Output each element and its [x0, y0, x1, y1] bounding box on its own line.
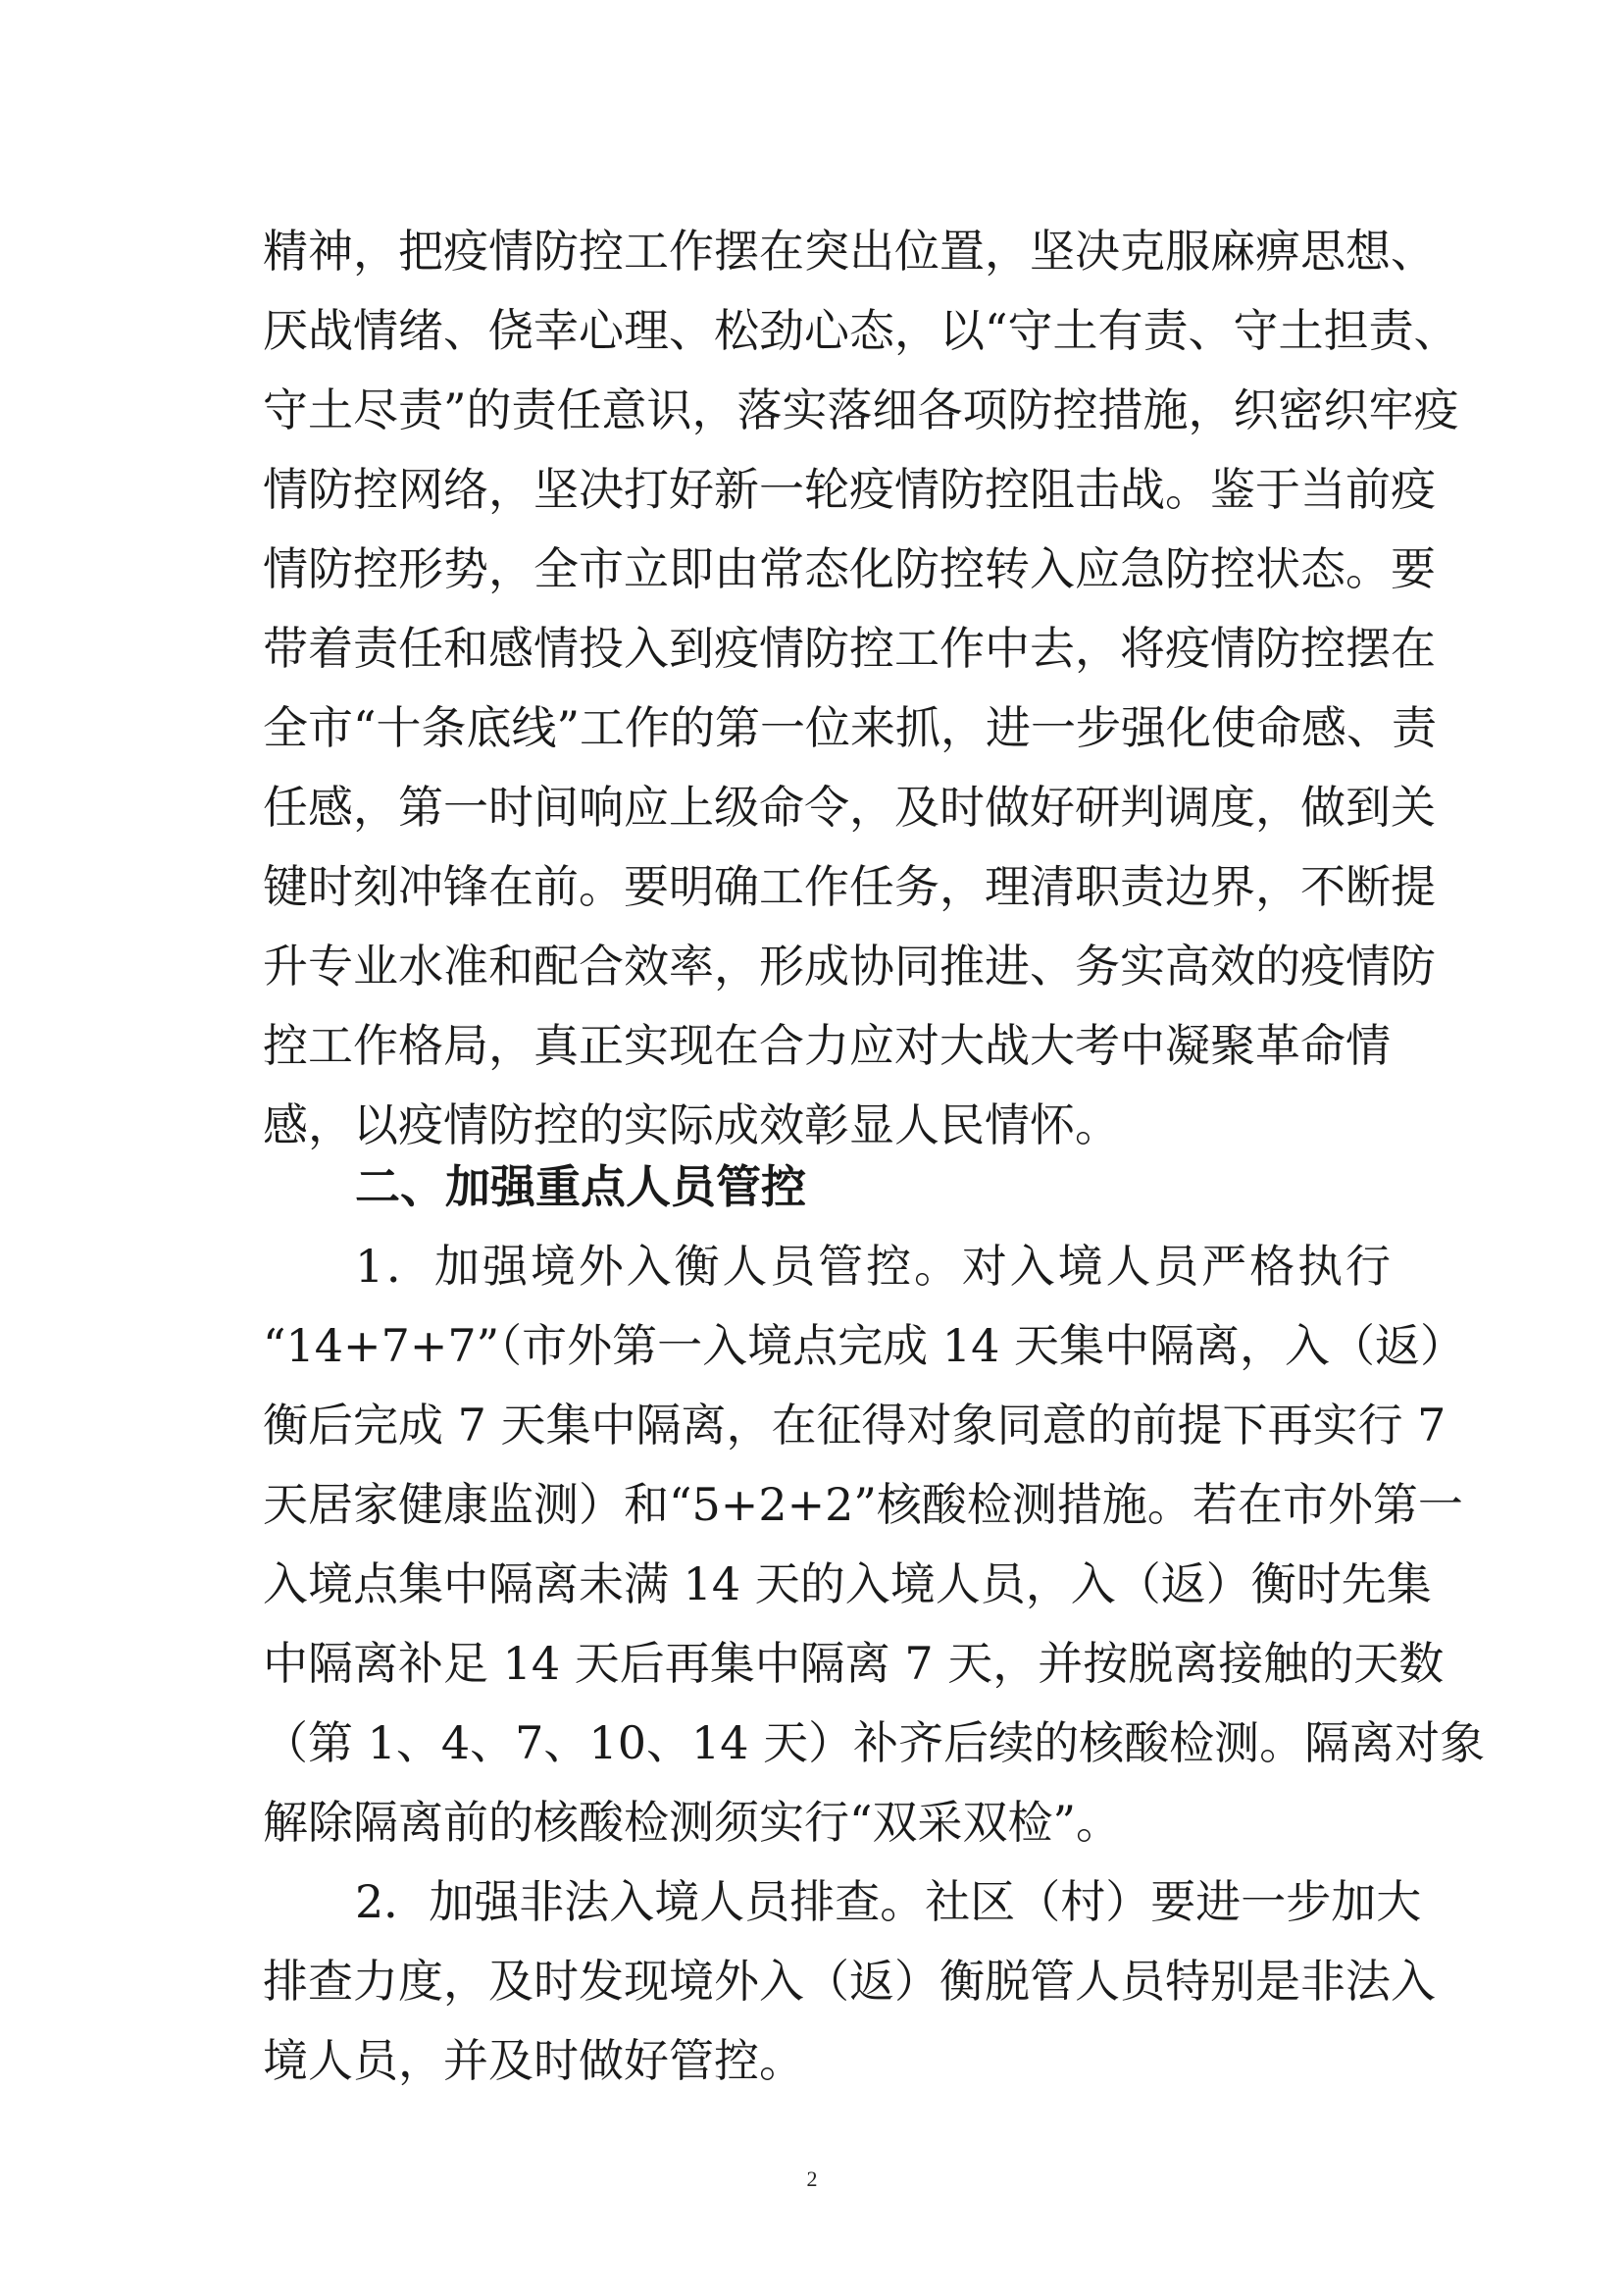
body-line: 2．加强非法入境人员排查。社区（村）要进一步加大	[355, 1875, 1422, 1928]
body-line: （第 1、4、7、10、14 天）补齐后续的核酸检测。隔离对象	[263, 1716, 1486, 1769]
body-line: 任感，第一时间响应上级命令，及时做好研判调度，做到关	[263, 781, 1436, 834]
body-line: 情防控形势，全市立即由常态化防控转入应急防控状态。要	[263, 542, 1436, 595]
body-line: 厌战情绪、侥幸心理、松劲心态，以“守土有责、守土担责、	[263, 304, 1459, 357]
body-line: 情防控网络，坚决打好新一轮疫情防控阻击战。鉴于当前疫	[263, 463, 1436, 516]
body-line: 感，以疫情防控的实际成效彰显人民情怀。	[263, 1098, 1120, 1151]
body-line: 排查力度，及时发现境外入（返）衡脱管人员特别是非法入	[263, 1955, 1436, 2008]
body-line: 衡后完成 7 天集中隔离，在征得对象同意的前提下再实行 7	[263, 1399, 1446, 1452]
body-line: 带着责任和感情投入到疫情防控工作中去，将疫情防控摆在	[263, 622, 1436, 675]
body-line: 中隔离补足 14 天后再集中隔离 7 天，并按脱离接触的天数	[263, 1637, 1445, 1690]
body-line: 精神，把疫情防控工作摆在突出位置，坚决克服麻痹思想、	[263, 225, 1436, 278]
body-line: 天居家健康监测）和“5+2+2”核酸检测措施。若在市外第一	[263, 1478, 1463, 1531]
body-line: 解除隔离前的核酸检测须实行“双采双检”。	[263, 1796, 1122, 1849]
body-line: 全市“十条底线”工作的第一位来抓，进一步强化使命感、责	[263, 701, 1438, 754]
body-line: 控工作格局，真正实现在合力应对大战大考中凝聚革命情	[263, 1019, 1391, 1072]
body-line: 守土尽责”的责任意识，落实落细各项防控措施，织密织牢疫	[263, 383, 1459, 436]
body-line: 键时刻冲锋在前。要明确工作任务，理清职责边界，不断提	[263, 860, 1436, 913]
section-heading: 二、加强重点人员管控	[355, 1160, 806, 1213]
body-line: 升专业水准和配合效率，形成协同推进、务实高效的疫情防	[263, 940, 1436, 993]
body-line: 1．加强境外入衡人员管控。对入境人员严格执行	[355, 1240, 1391, 1293]
body-line: “14+7+7”（市外第一入境点完成 14 天集中隔离，入（返）	[263, 1319, 1465, 1372]
body-line: 境人员，并及时做好管控。	[263, 2034, 804, 2087]
body-line: 入境点集中隔离未满 14 天的入境人员，入（返）衡时先集	[263, 1557, 1432, 1610]
page-number: 2	[806, 2166, 818, 2191]
